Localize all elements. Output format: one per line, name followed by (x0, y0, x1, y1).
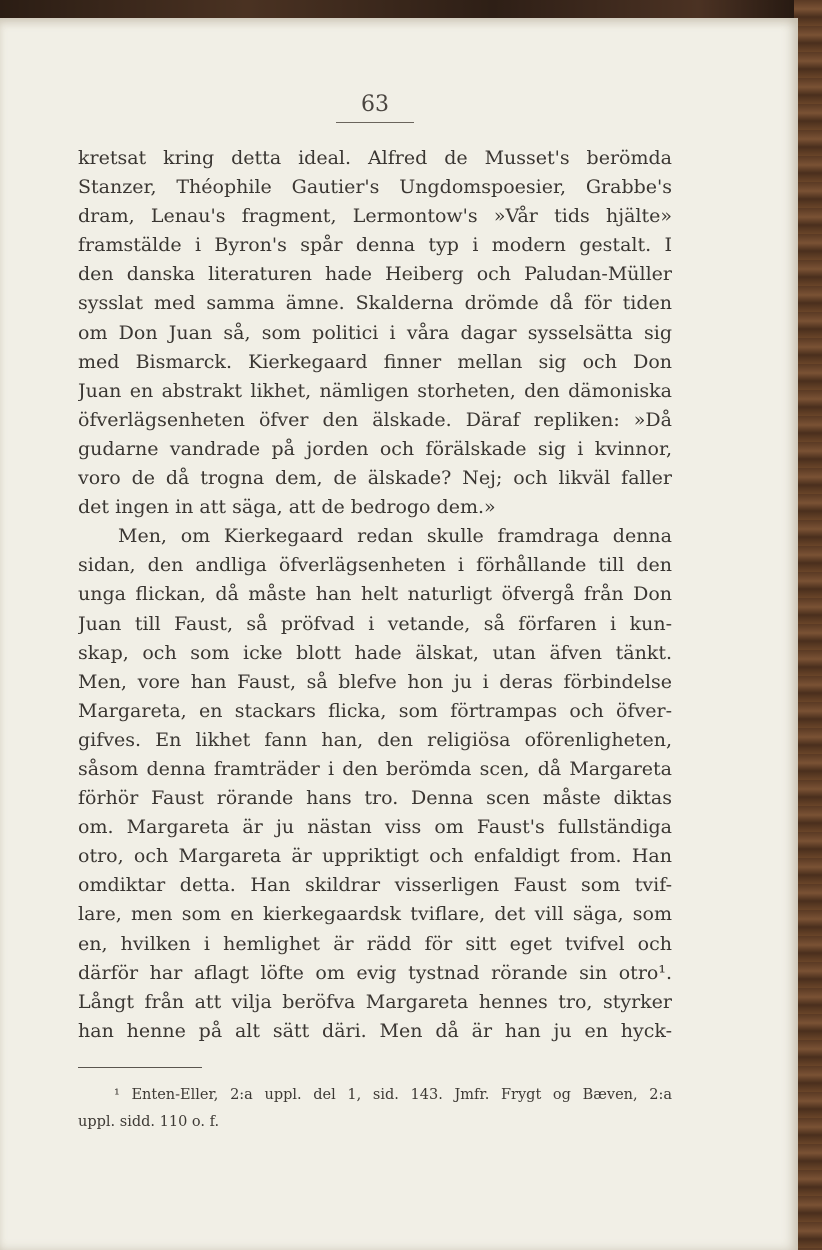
text-line: det ingen in att säga, att de bedrogo dem.» (78, 496, 496, 519)
footnote-rule (78, 1067, 202, 1068)
text-line: voro de då trogna dem, de älskade? Nej; och likväl faller (78, 467, 672, 490)
book-spine-edge (794, 0, 822, 1250)
footnote-line: uppl. sidd. 110 o. f. (78, 1114, 220, 1130)
text-line: omdiktar detta. Han skildrar visserligen Faust som tvif- (78, 874, 672, 897)
text-line: den danska literaturen hade Heiberg och Paludan-Müller (78, 263, 672, 286)
text-line: Margareta, en stackars flicka, som förtrampas och öfver- (78, 699, 672, 722)
text-line: öfverlägsenheten öfver den älskade. Däraf repliken: »Då (78, 408, 672, 431)
text-line: en, hvilken i hemlighet är rädd för sitt eget tvifvel och (78, 932, 672, 955)
text-line: med Bismarck. Kierkegaard finner mellan sig och Don (78, 350, 672, 373)
text-line: Men, om Kierkegaard redan skulle framdraga denna (118, 525, 672, 548)
text-line: Men, vore han Faust, så blefve hon ju i deras förbindelse (78, 670, 672, 693)
text-line: gifves. En likhet fann han, den religiösa oförenligheten, (78, 728, 672, 751)
book-page (0, 18, 798, 1250)
text-line: Stanzer, Théophile Gautier's Ungdomspoesier, Grabbe's (78, 176, 672, 199)
text-line: om. Margareta är ju nästan viss om Faust's fullständiga (78, 816, 672, 839)
text-line: förhör Faust rörande hans tro. Denna scen måste diktas (78, 787, 672, 810)
text-line: han henne på alt sätt däri. Men då är han ju en hyck- (78, 1019, 672, 1042)
text-line: dram, Lenau's fragment, Lermontow's »Vår tids hjälte» (78, 205, 672, 228)
text-line: sidan, den andliga öfverlägsenheten i förhållande till den (78, 554, 672, 577)
text-line: unga flickan, då måste han helt naturligt öfvergå från Don (78, 583, 672, 606)
text-line: såsom denna framträder i den berömda scen, då Margareta (78, 757, 672, 780)
text-line: kretsat kring detta ideal. Alfred de Musset's berömda (78, 147, 672, 169)
text-line: därför har aflagt löfte om evig tystnad rörande sin otro¹. (78, 961, 672, 984)
text-line: sysslat med samma ämne. Skalderna drömde då för tiden (78, 292, 672, 315)
text-line: Juan en abstrakt likhet, nämligen storheten, den dämoniska (78, 379, 672, 402)
text-line: otro, och Margareta är uppriktigt och enfaldigt from. Han (78, 845, 672, 868)
text-line: Juan till Faust, så pröfvad i vetande, så förfaren i kun- (78, 612, 672, 635)
page-number-rule (336, 122, 414, 123)
body-text (78, 144, 672, 1046)
footnotes (78, 1082, 672, 1136)
text-line: framstälde i Byron's spår denna typ i modern gestalt. I (78, 234, 672, 257)
footnote-line: ¹ Enten-Eller, 2:a uppl. del 1, sid. 143. Jmfr. Frygt og Bæven, 2:a (114, 1087, 672, 1103)
text-line: om Don Juan så, som politici i våra dagar sysselsätta sig (78, 321, 672, 344)
text-line: Långt från att vilja beröfva Margareta hennes tro, styrker (78, 990, 672, 1013)
text-line: gudarne vandrade på jorden och förälskade sig i kvinnor, (78, 437, 672, 460)
page-number: 63 (361, 92, 389, 117)
text-line: skap, och som icke blott hade älskat, utan äfven tänkt. (78, 641, 672, 664)
text-line: lare, men som en kierkegaardsk tviflare, det vill säga, som (78, 903, 672, 926)
